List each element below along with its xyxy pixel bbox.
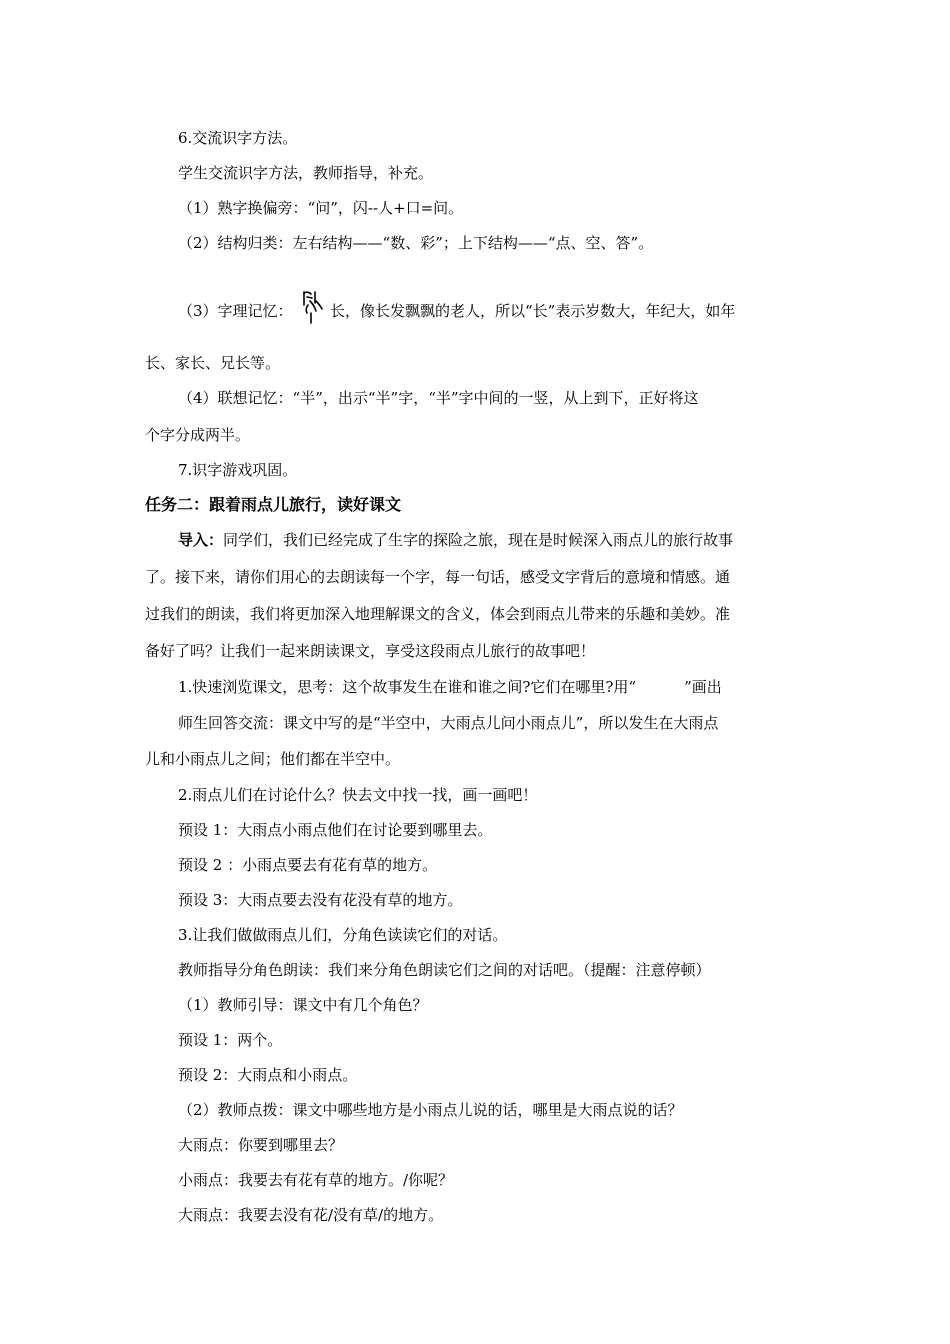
intro-label: 导入： bbox=[178, 531, 224, 549]
method-1: （1）熟字换偏旁：“问”，闪--人+口=问。 bbox=[178, 199, 464, 217]
preset-3: 预设 3：大雨点要去没有花没有草的地方。 bbox=[178, 891, 463, 909]
preset-1: 预设 1：大雨点小雨点他们在讨论要到哪里去。 bbox=[178, 821, 493, 839]
dialogue-line: 大雨点：你要到哪里去？ bbox=[178, 1136, 344, 1154]
method-3-label: （3）字理记忆： bbox=[178, 302, 293, 320]
method-3-text: 长，像长发飘飘的老人，所以“长”表示岁数大，年纪大，如年 bbox=[330, 302, 736, 320]
teacher-hint: （2）教师点拨：课文中哪些地方是小雨点儿说的话，哪里是大雨点说的话？ bbox=[178, 1101, 683, 1119]
paragraph-line: 备好了吗？让我们一起来朗读课文，享受这段雨点儿旅行的故事吧！ bbox=[145, 642, 596, 660]
step-6-title: 6.交流识字方法。 bbox=[178, 129, 298, 147]
ancient-chang-glyph-icon bbox=[298, 289, 328, 325]
paragraph-line: 个字分成两半。 bbox=[145, 426, 251, 444]
step-3-title: 3.让我们做做雨点儿们，分角色读读它们的对话。 bbox=[178, 926, 508, 944]
task-2-heading: 任务二：跟着雨点儿旅行，读好课文 bbox=[145, 495, 402, 514]
step-1-text: 1.快速浏览课文，思考：这个故事发生在谁和谁之间?它们在哪里?用“ bbox=[178, 678, 637, 696]
dialogue-line: 小雨点：我要去有花有草的地方。/你呢？ bbox=[178, 1171, 454, 1189]
preset-1: 预设 1：两个。 bbox=[178, 1031, 283, 1049]
step-2-question: 2.雨点儿们在讨论什么？快去文中找一找，画一画吧！ bbox=[178, 786, 538, 804]
preset-2: 预设 2：大雨点和小雨点。 bbox=[178, 1066, 358, 1084]
dialogue-line: 大雨点：我要去没有花/没有草/的地方。 bbox=[178, 1206, 444, 1224]
paragraph-line: 师生回答交流：课文中写的是“半空中，大雨点儿问小雨点儿”，所以发生在大雨点 bbox=[178, 714, 719, 732]
method-2: （2）结构归类：左右结构——“数、彩”；上下结构——“点、空、答”。 bbox=[178, 234, 654, 252]
paragraph-line: 长、家长、兄长等。 bbox=[145, 354, 281, 372]
paragraph-line: 教师指导分角色朗读：我们来分角色朗读它们之间的对话吧。（提醒：注意停顿） bbox=[178, 961, 711, 979]
teacher-guide: （1）教师引导：课文中有几个角色？ bbox=[178, 996, 428, 1014]
intro-text: 同学们，我们已经完成了生字的探险之旅，现在是时候深入雨点儿的旅行故事 bbox=[223, 531, 734, 549]
intro-paragraph-first-line bbox=[178, 530, 733, 550]
method-4: （4）联想记忆：“半”，出示“半”字，“半”字中间的一竖，从上到下，正好将这 bbox=[178, 389, 699, 407]
paragraph-line: 儿和小雨点儿之间；他们都在半空中。 bbox=[145, 750, 401, 768]
paragraph-line: 学生交流识字方法，教师指导，补充。 bbox=[178, 164, 434, 182]
step-1-tail: ”画出 bbox=[684, 678, 722, 696]
paragraph-line: 过我们的朗读，我们将更加深入地理解课文的含义，体会到雨点儿带来的乐趣和美妙。准 bbox=[145, 605, 731, 623]
step-7-title: 7.识字游戏巩固。 bbox=[178, 461, 298, 479]
step-1-question bbox=[178, 677, 722, 697]
preset-2: 预设 2 ：小雨点要去有花有草的地方。 bbox=[178, 856, 438, 874]
paragraph-line: 了。接下来，请你们用心的去朗读每一个字，每一句话，感受文字背后的意境和情感。通 bbox=[145, 568, 731, 586]
